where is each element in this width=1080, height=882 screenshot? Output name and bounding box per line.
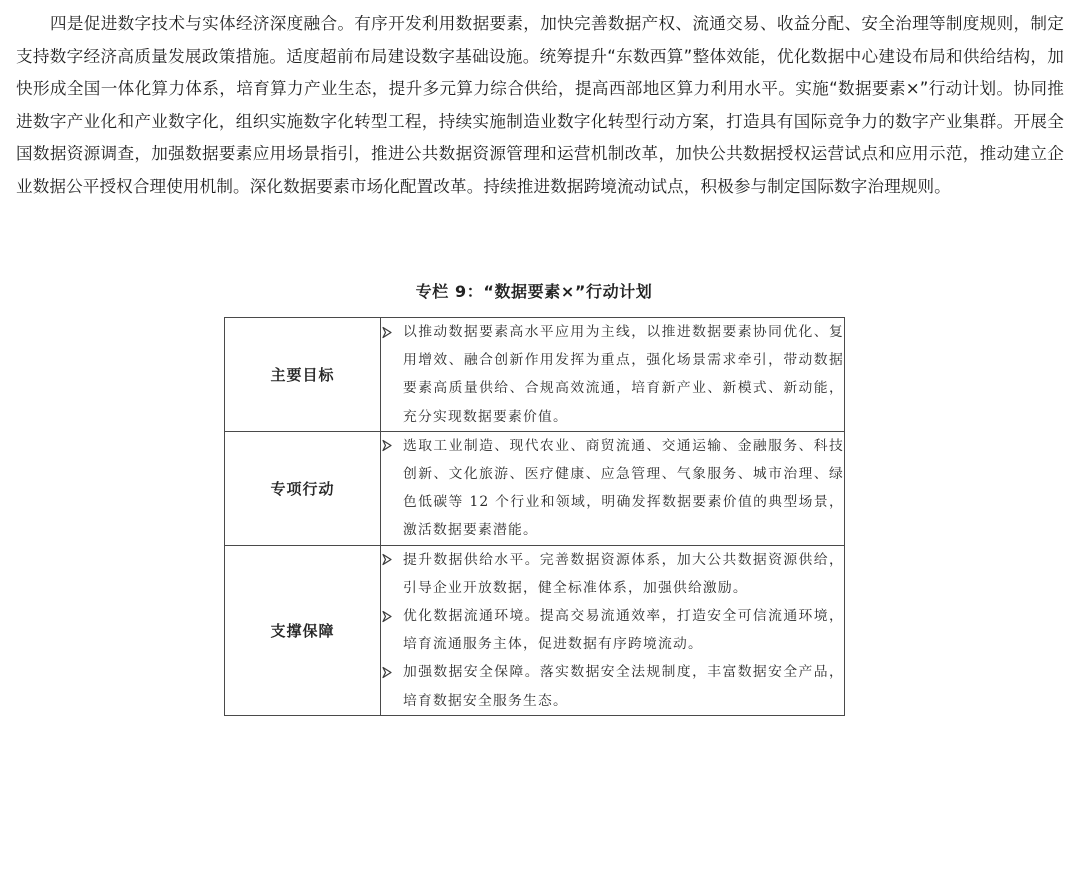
box-title: 专栏 9：“数据要素×”行动计划 [415, 282, 653, 301]
list-item [381, 658, 844, 714]
intro-paragraph: 四是促进数字技术与实体经济深度融合。有序开发利用数据要素，加快完善数据产权、流通交易、收益分配、安全治理等制度规则，制定支持数字经济高质量发展政策措施。适度超前布局建设数字基础设施。统筹提升“东数西算”整体效能，优化数据中心建设布局和供给结构，加快形成全国一体化算力体系，培育算力产业生态，提升多元算力综合供给，提高西部地区算力利用水平。实施“数据要素×”行动计划。协同推进数字产业化和产业数字化，组织实施数字化转型工程，持续实施制造业数字化转型行动方案，打造具有国际竞争力的数字产业集群。开展全国数据资源调查，加强数据要素应用场景指引，推进公共数据资源管理和运营机制改革，加快公共数据授权运营试点和应用示范，推动建立企业数据公平授权合理使用机制。深化数据要素市场化配置改革。持续推进数据跨境流动试点，积极参与制定国际数字治理规则。 [16, 14, 1064, 196]
row-content [381, 545, 845, 715]
hollow-arrow-bullet-icon [381, 318, 403, 346]
table-row [225, 545, 845, 715]
item-text: 选取工业制造、现代农业、商贸流通、交通运输、金融服务、科技创新、文化旅游、医疗健康、应急管理、气象服务、城市治理、绿色低碳等 12 个行业和领域，明确发挥数据要素价值的典型场景，激活数据要素潜能。 [403, 437, 844, 539]
item-text: 以推动数据要素高水平应用为主线，以推进数据要素协同优化、复用增效、融合创新作用发挥为重点，强化场景需求牵引，带动数据要素高质量供给、合规高效流通，培育新产业、新模式、新动能，充分实现数据要素价值。 [403, 324, 844, 425]
list-item [381, 602, 844, 658]
list-item [381, 432, 844, 545]
table-row [225, 431, 845, 545]
row-content [381, 318, 845, 432]
item-text: 提升数据供给水平。完善数据资源体系，加大公共数据资源供给，引导企业开放数据，健全标准体系，加强供给激励。 [403, 551, 844, 596]
row-label: 主要目标 [225, 318, 381, 432]
hollow-arrow-bullet-icon [381, 546, 403, 574]
row-label: 支撑保障 [225, 545, 381, 715]
list-item [381, 318, 844, 431]
row-label: 专项行动 [225, 431, 381, 545]
list-item [381, 546, 844, 602]
hollow-arrow-bullet-icon [381, 658, 403, 686]
item-text: 加强数据安全保障。落实数据安全法规制度，丰富数据安全产品，培育数据安全服务生态。 [403, 664, 844, 709]
hollow-arrow-bullet-icon [381, 432, 403, 460]
row-content [381, 431, 845, 545]
item-text: 优化数据流通环境。提高交易流通效率，打造安全可信流通环境，培育流通服务主体，促进数据有序跨境流动。 [403, 608, 844, 653]
table-row [225, 318, 845, 432]
action-plan-table [224, 317, 845, 716]
hollow-arrow-bullet-icon [381, 602, 403, 630]
